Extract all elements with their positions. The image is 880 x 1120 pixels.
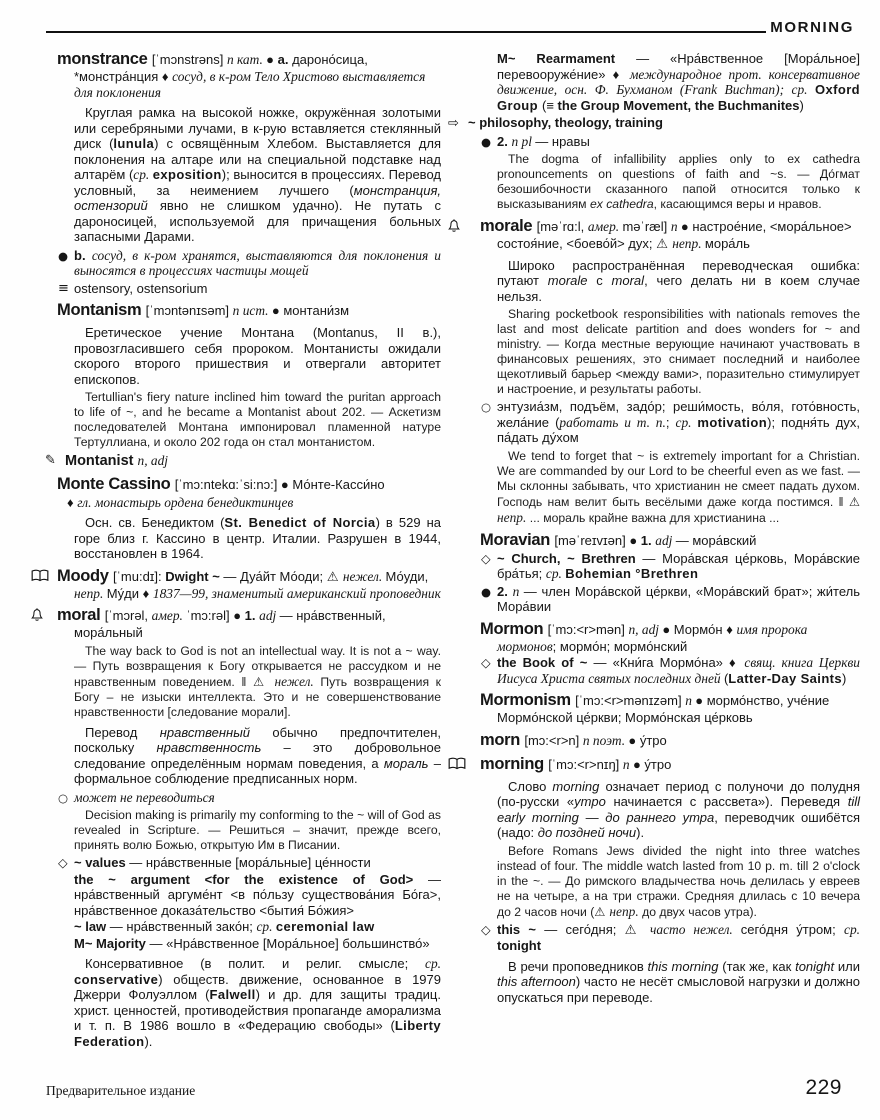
text-segment: с <box>596 273 612 288</box>
text-segment: (≡ <box>542 97 558 113</box>
text-segment: ● у́тро <box>632 756 672 772</box>
text-segment: – формальное соблюдение предписанных норм. <box>74 755 441 786</box>
text-segment: the Book of ~ <box>497 655 594 670</box>
example-paragraph <box>74 808 441 853</box>
text-segment: adj <box>259 608 280 623</box>
text-segment: ; мормо́н; мормо́нский <box>552 638 688 654</box>
circle-marker: ○ <box>481 400 492 414</box>
text-segment: ● монтани́зм <box>271 303 350 318</box>
open-book-icon <box>448 757 470 774</box>
phrase-item <box>481 921 860 954</box>
text-segment: Montanist <box>65 453 138 469</box>
headword-line <box>57 475 441 494</box>
text-segment: ); выносится в процессиях. Перевод условный, за неимением лучшего ( <box>74 167 441 198</box>
text-segment: M~ Rearmament <box>497 51 637 66</box>
entry-monte-cassino <box>57 475 441 562</box>
entry-moral <box>57 606 441 1049</box>
text-segment: 1. <box>244 608 260 623</box>
text-segment: Mormon <box>480 619 548 638</box>
text-segment: M~ Majority <box>74 935 150 951</box>
text-segment: ex cathedra <box>589 197 654 211</box>
text-segment: ostensory, ostensorium <box>74 280 208 296</box>
example-paragraph <box>497 844 860 920</box>
text-segment: ); подня́ть дух, па́дать ду́хом <box>497 414 860 445</box>
warning-icon: ⚠ <box>848 493 860 509</box>
text-segment: сего́дня у́тром; <box>740 921 844 937</box>
text-segment: монстранция, остензорий <box>74 182 441 213</box>
text-segment: амер. <box>587 219 623 234</box>
text-segment: the Group Movement, the Buchmanites <box>557 97 800 113</box>
bullet-marker: ● <box>481 584 492 599</box>
right-column <box>447 50 860 1054</box>
bullet-marker: ● <box>481 134 492 149</box>
headword-line <box>57 606 441 641</box>
text-segment: (так же, как <box>722 958 796 974</box>
text-segment: непр. <box>74 585 107 601</box>
text-segment: 1. <box>640 532 656 548</box>
headword-line <box>57 567 441 602</box>
text-segment: — <box>585 809 606 825</box>
entry-moody <box>57 567 441 602</box>
text-segment: St. Benedict of Norcia <box>224 515 376 530</box>
text-segment: ● у́тро <box>628 732 667 748</box>
text-segment: – это добровольное следование определённым нормам поведения, а <box>74 740 441 771</box>
text-segment: ♦ <box>67 494 78 510</box>
text-segment: morn <box>480 730 525 749</box>
text-segment: Му́ди ♦ <box>106 585 153 601</box>
phrase-item <box>74 872 441 919</box>
warning-icon: ⚠ <box>656 237 673 252</box>
text-segment: [ˈmɔrəl, <box>104 608 152 623</box>
text-segment: this ~ <box>497 921 545 937</box>
text-segment: ) в 529 на горе близ г. Кассино в центр. Италии. Разрушен в 1944, восстановлен в 1964. <box>74 515 441 561</box>
text-segment: ) и др. для защиты традиц. христ. ценностей, противодействия пропаганде аморализма и т. п. В 1986 вошло в «Федерацию свободы» ( <box>74 987 441 1033</box>
text-segment: ) обществ. движение, основанное в 1979 Джерри Фолуэллом ( <box>74 971 441 1002</box>
text-segment: явно не слишком удачно). Не путать с дароносицей, используемой для причащения больных запасными Дарами. <box>74 198 441 244</box>
text-segment: morale <box>547 273 597 288</box>
text-segment: — «Нра́вственное [Мора́льное] большинство́» <box>149 935 430 951</box>
text-segment: амер. <box>151 608 187 623</box>
text-segment: свящ. книга Церкви Иисуса Христа святых последних дней <box>497 655 860 686</box>
warning-icon: ⚠ <box>594 903 610 919</box>
example-paragraph <box>497 449 860 526</box>
text-segment: нежел. <box>274 673 321 689</box>
text-segment: n ист. <box>232 303 272 318</box>
text-segment: məˈræl] <box>622 219 671 234</box>
text-segment: ). <box>636 825 645 840</box>
cross-ref-item <box>448 115 860 132</box>
text-segment: непр. <box>672 236 705 251</box>
text-segment: conservative <box>74 971 159 987</box>
text-segment: гл. монастырь ордена бенедиктинцев <box>77 494 294 510</box>
text-segment: сосуд, в к-ром Тело Христово выставляется для поклонения <box>74 69 426 100</box>
text-segment: Moravian <box>480 530 555 549</box>
text-segment: [məˈreɪvɪən] ● <box>554 532 641 548</box>
diamond-marker: ◇ <box>481 655 491 670</box>
sense-item <box>481 399 860 446</box>
bell-icon <box>31 608 53 626</box>
text-segment: morning <box>480 754 549 773</box>
text-segment: Mormonism <box>480 691 576 709</box>
text-segment: утро <box>574 794 614 809</box>
header-rule <box>46 31 766 33</box>
text-segment: Liberty Federation <box>74 1018 441 1049</box>
example-paragraph <box>497 152 860 212</box>
text-segment: till early morning <box>497 794 860 825</box>
text-segment: ср. <box>545 566 566 581</box>
text-segment: до двух часов утра). <box>642 904 757 919</box>
text-segment: Sharing pocketbook responsibilities with nationals removes the last and most delicate partition and does wonders for ~ and ministry. — Когда местные верующие начинают участвовать в финансовых решениях, это снимает последний и наиболее щекотливый барьер <между вами>, поразительно стимулирует и настроение, и результаты работы. <box>497 307 860 396</box>
text-segment: ~ values <box>74 855 130 870</box>
text-segment: [mɔ:<r>n] <box>524 732 583 748</box>
headword-line <box>57 301 441 320</box>
text-segment: morale <box>480 217 537 235</box>
text-segment: Dwight ~ <box>165 568 224 584</box>
text-segment: Tertullian's fiery nature inclined him toward the puritan approach to life of ~, and he became a Montanist about 202. — Аскетизм последователей Монтана импонировал пламенной натуре Тертуллиана, и около 202 года он стал монтанистом. <box>74 390 441 449</box>
text-segment: n <box>512 583 524 599</box>
text-segment: ~ philosophy, theology, training <box>468 115 663 130</box>
headword-line <box>57 50 441 100</box>
text-segment: n кат. <box>226 52 267 67</box>
text-segment: ● Мормо́н ♦ <box>662 621 737 637</box>
text-segment: n поэт. <box>582 732 629 748</box>
text-segment: ср. <box>425 956 441 971</box>
text-segment: Falwell <box>209 987 256 1002</box>
text-segment: n <box>685 693 696 708</box>
text-segment: дароно́сица, *монстра́нция ♦ <box>74 52 368 84</box>
entry-morn <box>480 731 860 750</box>
text-segment: ) <box>842 670 847 686</box>
headword-line <box>480 531 860 550</box>
text-segment: ... мораль крайне важна для христианина ... <box>529 510 780 525</box>
text-segment: — нра́вственный аргуме́нт <в по́льзу существова́ния Бо́га>, нра́вственное доказа́тельство <бытия́ Бо́жия> <box>74 871 441 918</box>
entry-morning <box>480 755 860 1006</box>
text-segment: ср. <box>844 921 860 937</box>
text-segment: — член Мора́вской це́ркви, «Мора́вский брат»; жи́тель Мора́вии <box>497 583 860 614</box>
text-segment: или <box>837 958 861 974</box>
headword-line <box>480 755 860 774</box>
text-segment: ср. <box>791 82 815 97</box>
text-segment: this afternoon <box>497 974 576 989</box>
commentary-paragraph <box>497 779 860 841</box>
phrase-item <box>74 919 441 935</box>
text-segment: — Дуа́йт Мо́оди; <box>223 568 327 584</box>
bell-icon <box>448 219 470 237</box>
derivative-icon: ✎ <box>45 453 56 468</box>
text-segment: [ˈmɔ:ntekɑ:ˈsi:nɔ:] ● Мо́нте-Касси́но <box>174 476 385 492</box>
text-segment: [ˈmu:dɪ]: <box>112 568 166 584</box>
sense-item <box>58 247 441 279</box>
text-segment: до раннего утра <box>605 809 715 825</box>
definition-paragraph <box>74 325 441 387</box>
text-segment: работать и т. п. <box>559 414 666 430</box>
commentary-paragraph <box>497 258 860 305</box>
text-segment: [ˈmɔnstrəns] <box>151 52 227 67</box>
text-segment: ) часто не несёт смысловой нагрузки и должно опускаться при переводе. <box>497 974 861 1005</box>
text-segment: monstrance <box>57 50 152 68</box>
text-segment: 1837—99, знаменитый американский проповедник <box>152 585 441 601</box>
text-segment: нравственность <box>156 740 284 755</box>
text-segment: — «Нра́вственное [Мора́льное] перевооруже́ние» ♦ <box>497 51 860 82</box>
text-segment: мораль <box>383 755 434 771</box>
page-footer <box>46 1077 842 1098</box>
text-segment: обычно предпочтителен, поскольку <box>74 724 442 755</box>
warning-icon: ⚠ <box>624 922 651 938</box>
text-segment: morning <box>552 778 606 794</box>
text-segment: Перевод <box>85 724 160 740</box>
edition-note: Предварительное издание <box>46 1082 196 1098</box>
headword-line <box>480 691 860 726</box>
running-head: MORNING <box>770 19 854 36</box>
example-paragraph <box>74 390 441 450</box>
text-segment: The way back to God is not an intellectual way. It is not a ~ way. — Путь возвращения к Богу открывается не рассудком и не нравственным поведением. ‖ <box>74 643 441 689</box>
text-segment: ). <box>144 1033 153 1049</box>
text-segment: Путь возвращения к Богу – не изыски интеллекта. Это и не совершенствование нравственности [следование морали]. <box>74 674 441 719</box>
text-segment: ˈmɔ:rəl] ● <box>186 608 245 623</box>
text-segment: ● <box>266 52 278 67</box>
text-segment: We tend to forget that ~ is extremely important for a Christian. We are commanded by our Lord to be cheerful even as we fast. — Мы склонны забывать, что христианин не смеет падать духом. Господь нам велит быть весёлыми даже когда постимся. ‖ <box>497 448 860 509</box>
text-segment: , чего делать ни в коем случае нельзя. <box>497 273 860 304</box>
entry-mormon <box>480 620 860 687</box>
text-segment: [ˈmɔ:<r>mən] <box>547 621 629 637</box>
text-segment: начинается с рассвета»). Переведя <box>613 794 848 809</box>
text-segment: Bohemian °Brethren <box>565 566 699 581</box>
text-segment: tonight <box>795 958 838 974</box>
phrase-item <box>497 51 860 113</box>
text-segment: n, adj <box>628 621 663 637</box>
text-segment: [ˈmɔntənɪsəm] <box>145 303 233 318</box>
text-segment: Осн. св. Бенедиктом ( <box>85 515 225 530</box>
phrase-item <box>481 655 860 686</box>
page-number: 229 <box>805 1076 842 1099</box>
text-segment: ср. <box>256 919 276 934</box>
text-segment: Moody <box>57 566 113 585</box>
commentary-paragraph <box>74 956 441 1049</box>
synonym-item <box>58 280 441 297</box>
commentary-paragraph <box>74 725 441 787</box>
phrase-item <box>58 855 441 871</box>
text-segment: — сего́дня; <box>544 921 625 937</box>
bullet-marker: ● <box>58 248 69 263</box>
text-segment: — нравы <box>535 133 590 149</box>
sense-item <box>481 133 860 150</box>
synonym-marker: ≡ <box>58 280 69 296</box>
phrase-item <box>481 550 860 582</box>
left-column <box>30 50 441 1054</box>
entry-mormonism <box>480 691 860 726</box>
headword-line <box>480 731 860 750</box>
text-segment: Oxford Group <box>497 82 860 113</box>
text-segment: , касающимся веры и нравов. <box>653 197 822 211</box>
warning-icon: ⚠ <box>252 673 275 689</box>
text-segment: Слово <box>508 778 553 794</box>
text-segment: moral <box>611 273 645 288</box>
text-segment: n, adj <box>137 453 169 468</box>
text-segment: moral <box>57 606 105 624</box>
text-segment: — «Кни́га Мормо́на» ♦ <box>593 655 745 670</box>
gloss-line <box>67 495 441 511</box>
text-segment: нежел. <box>342 568 386 584</box>
text-segment: имя пророка мормонов <box>497 621 808 654</box>
derivative-item <box>45 453 441 470</box>
text-segment: Monte Cassino <box>57 474 175 493</box>
text-segment: n <box>622 756 633 772</box>
text-segment: , переводчик ошибётся (надо: <box>497 809 860 840</box>
arrow-icon: ⇨ <box>448 116 459 131</box>
text-segment: часто нежел. <box>650 921 741 937</box>
text-segment: ) с освящённым Хлебом. Выставляется для поклонения на алтаре или на специальной подставке над алтарём ( <box>74 136 441 182</box>
text-segment: Before Romans Jews divided the night into three watches instead of four. The middle watch lasted from 10 p. m. till 2 o'clock in the ~. — До римского владычества ночь делилась у евреев не на четыре, а на три стражи. Средняя длилась с 10 вечера до 2 часов ночи ( <box>497 843 860 919</box>
entry-moravian <box>480 531 860 615</box>
text-segment: ~ Church, ~ Brethren <box>497 550 643 566</box>
phrase-item <box>74 936 441 952</box>
text-segment: tonight <box>497 938 542 953</box>
text-segment: n pl <box>511 133 536 149</box>
open-book-icon <box>31 569 53 586</box>
text-segment: ~ law <box>74 919 110 934</box>
text-segment: В речи проповедников <box>508 958 648 974</box>
text-segment: сосуд, в к-ром хранятся, выставляются для поклонения и выносятся в процессиях частицы мощей <box>74 247 441 278</box>
text-segment: Montanism <box>57 301 146 319</box>
text-columns <box>30 50 860 1054</box>
text-segment: Круглая рамка на высокой ножке, окружённая золотыми или серебряными лучами, в к-рую вставляется стеклянный диск ( <box>74 105 441 151</box>
headword-line <box>480 217 860 253</box>
circle-marker: ○ <box>58 790 69 805</box>
diamond-marker: ◇ <box>58 855 68 870</box>
text-segment: Decision making is primarily my conforming to the ~ will of God as revealed in Scripture. — Решиться – значит, прежде всего, принять волю Божью, открытую Им в Писании. <box>74 808 441 852</box>
text-segment: lunula <box>113 136 155 151</box>
text-segment: [ˈmɔ:<r>mənɪzəm] <box>575 693 686 708</box>
definition-paragraph <box>74 105 441 245</box>
entry-monstrance <box>57 50 441 296</box>
warning-icon: ⚠ <box>326 569 343 585</box>
text-segment: 2. <box>497 133 512 149</box>
text-segment: motivation <box>697 414 768 430</box>
definition-paragraph <box>74 515 441 562</box>
text-segment: exposition <box>152 167 222 182</box>
text-segment: мора́ль <box>704 236 750 251</box>
text-segment: this morning <box>647 958 723 974</box>
text-segment: The dogma of infallibility applies only to ex cathedra pronouncements on questions of faith and ~s. — До́гмат безошибочности сказанного папой относится только к высказываниям <box>497 152 860 211</box>
diamond-marker: ◇ <box>481 550 491 566</box>
entry-montanism <box>45 301 441 470</box>
text-segment: Latter-Day Saints <box>728 670 843 686</box>
sense-item <box>58 789 441 806</box>
text-segment: ) <box>799 97 804 113</box>
text-segment: — нра́вственные [мора́льные] це́нности <box>129 855 371 870</box>
text-segment: Мо́уди, <box>385 568 429 584</box>
example-paragraph <box>74 644 441 720</box>
entry-moral-continued <box>448 51 860 212</box>
text-segment: непр. <box>609 903 643 919</box>
text-segment: означает период с полуночи до полудня (по-русски « <box>497 778 861 809</box>
page-header <box>46 20 854 36</box>
sense-item <box>481 583 860 615</box>
text-segment: ; <box>665 414 676 430</box>
text-segment: — нра́вственный зако́н; <box>109 919 257 934</box>
text-segment: ceremonial law <box>275 919 375 934</box>
text-segment: the ~ argument <for the existence of God> <box>74 871 428 887</box>
text-segment: — Мора́вская це́рковь, Мора́вские бра́тья; <box>497 550 860 581</box>
text-segment: n <box>670 219 681 234</box>
text-segment: 2. <box>497 583 513 599</box>
text-segment: нравственный <box>159 724 273 740</box>
text-segment: — мора́вский <box>675 532 757 548</box>
diamond-marker: ◇ <box>481 921 491 937</box>
text-segment: до поздней ночи <box>537 825 637 840</box>
text-segment: ср. <box>133 167 153 182</box>
entry-morale <box>480 217 860 526</box>
text-segment: b. <box>74 247 92 263</box>
example-paragraph <box>497 307 860 397</box>
text-segment: — нра́вственный, мора́льный <box>74 608 386 640</box>
text-segment: Еретическое учение Монтана (Montanus, II в.), провозгласившего себя пророком. Монтанисты ожидали скорого второго пришествия и отвергали авторитет епископов. <box>74 325 441 387</box>
text-segment: международное прот. консервативное движение, осн. Ф. Бухманом (Frank Buchman); <box>497 66 860 97</box>
text-segment: ср. <box>675 414 698 430</box>
text-segment: [ˈmɔ:<r>nɪŋ] <box>548 756 623 772</box>
text-segment: ● мормо́нство, уче́ние Мормо́нской це́ркви; Мормо́нская це́рковь <box>497 693 830 725</box>
text-segment: ● настрое́ние, <мора́льное> состоя́ние, <боево́й> дух; <box>497 219 852 251</box>
text-segment: непр. <box>497 509 530 525</box>
text-segment: может не переводиться <box>74 789 215 805</box>
commentary-paragraph <box>497 959 860 1006</box>
text-segment: adj <box>655 532 676 548</box>
text-segment: ( <box>723 670 729 686</box>
text-segment: энтузиа́зм, подъём, задо́р; реши́мость, во́ля, гото́вность, жела́ние ( <box>497 399 860 430</box>
text-segment: Консервативное (в полит. и религ. смысле; <box>85 956 425 971</box>
text-segment: a. <box>277 52 293 67</box>
text-segment: Широко распространённая переводческая ошибка: путают <box>497 257 860 288</box>
headword-line <box>480 620 860 655</box>
text-segment: [məˈrɑ:l, <box>536 219 588 234</box>
